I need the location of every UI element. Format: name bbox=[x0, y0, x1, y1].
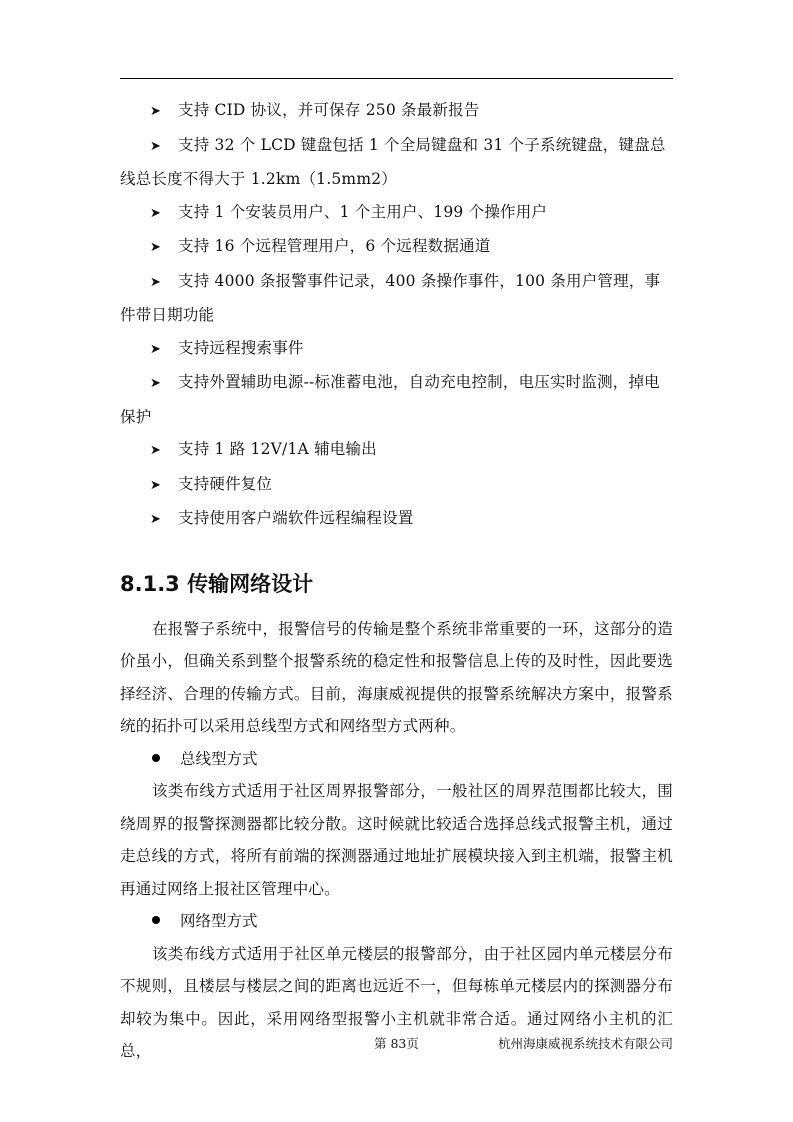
arrow-bullet-icon: ➤ bbox=[150, 341, 162, 357]
bullet-text: 支持 4000 条报警事件记录，400 条操作事件，100 条用户管理，事件带日期功能 bbox=[120, 271, 661, 324]
section-heading: 8.1.3 传输网络设计 bbox=[120, 571, 314, 596]
bullet-text: 支持硬件复位 bbox=[178, 474, 273, 493]
page-content bbox=[120, 94, 673, 1068]
network-paragraph: 该类布线方式适用于社区单元楼层的报警部分，由于社区园内单元楼层分布不规则，且楼层与楼层之间的距离也远近不一，但每栋单元楼层内的探测器分布却较为集中。因此，采用网络型报警小主机就非常合适。通过网络小主机的汇总， bbox=[120, 944, 673, 1060]
arrow-bullet-icon: ➤ bbox=[150, 240, 162, 255]
feature-bullet bbox=[120, 129, 673, 196]
arrow-bullet-icon: ➤ bbox=[150, 512, 162, 527]
intro-paragraph: 在报警子系统中，报警信号的传输是整个系统非常重要的一环，这部分的造价虽小，但确关系到整个报警系统的稳定性和报警信息上传的及时性，因此要选择经济、合理的传输方式。目前，海康威视提供的报警系统解决方案中，报警系统的拓扑可以采用总线型方式和网络型方式两种。 bbox=[120, 619, 673, 735]
bullet-dot-icon bbox=[152, 916, 160, 924]
feature-bullet bbox=[120, 94, 673, 129]
feature-bullet bbox=[120, 468, 673, 503]
arrow-bullet-icon: ➤ bbox=[150, 443, 162, 458]
feature-bullet bbox=[120, 332, 673, 367]
bullet-text: 支持 16 个远程管理用户，6 个远程数据通道 bbox=[178, 237, 491, 255]
topology-item-network bbox=[120, 905, 673, 938]
feature-bullet bbox=[120, 265, 673, 332]
feature-bullet bbox=[120, 433, 673, 468]
feature-bullet bbox=[120, 196, 673, 231]
topology-item-bus bbox=[120, 743, 673, 776]
bullet-text: 支持 1 路 12V/1A 辅电输出 bbox=[178, 440, 377, 458]
bullet-text: 支持 CID 协议，并可保存 250 条最新报告 bbox=[178, 101, 480, 119]
item-title: 网络型方式 bbox=[180, 912, 258, 930]
arrow-bullet-icon: ➤ bbox=[150, 205, 162, 221]
feature-bullet bbox=[120, 502, 673, 537]
item-title: 总线型方式 bbox=[180, 749, 258, 768]
bullet-text: 支持远程搜索事件 bbox=[178, 338, 304, 357]
bullet-text: 支持外置辅助电源--标准蓄电池，自动充电控制，电压实时监测，掉电保护 bbox=[120, 373, 660, 426]
feature-bullet bbox=[120, 230, 673, 265]
header-rule bbox=[120, 78, 673, 79]
arrow-bullet-icon: ➤ bbox=[150, 138, 162, 154]
company-name: 杭州海康威视系统技术有限公司 bbox=[497, 1036, 673, 1051]
bus-paragraph: 该类布线方式适用于社区周界报警部分，一般社区的周界范围都比较大，围绕周界的报警探测器都比较分散。这时候就比较适合选择总线式报警主机，通过走总线的方式，将所有前端的探测器通过地址扩展模块接入到主机端，报警主机再通过网络上报社区管理中心。 bbox=[120, 782, 673, 898]
bullet-text: 支持 32 个 LCD 键盘包括 1 个全局键盘和 31 个子系统键盘，键盘总线总长度不得大于 1.2km（1.5mm2） bbox=[120, 135, 666, 188]
arrow-bullet-icon: ➤ bbox=[150, 376, 162, 391]
bullet-dot-icon bbox=[152, 754, 160, 762]
arrow-bullet-icon: ➤ bbox=[150, 274, 162, 290]
feature-bullet bbox=[120, 366, 673, 433]
arrow-bullet-icon: ➤ bbox=[150, 477, 162, 493]
bullet-text: 支持使用客户端软件远程编程设置 bbox=[178, 509, 414, 527]
bullet-text: 支持 1 个安装员用户、1 个主用户、199 个操作用户 bbox=[178, 202, 548, 221]
arrow-bullet-icon: ➤ bbox=[150, 104, 162, 119]
page-number: 第 83页 bbox=[374, 1036, 419, 1051]
